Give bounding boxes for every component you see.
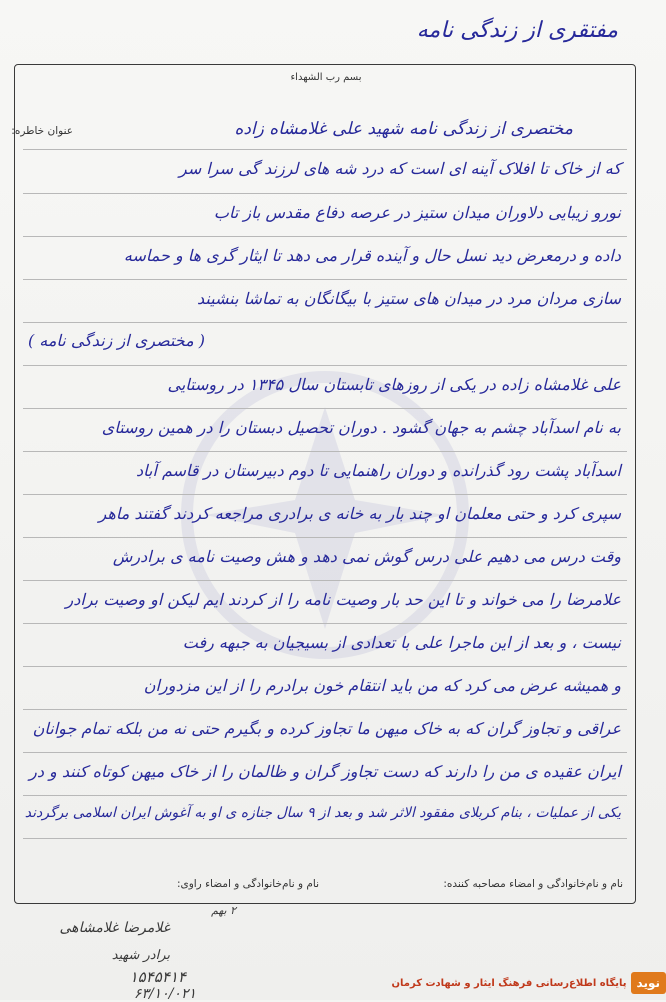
form-rule <box>23 752 627 753</box>
text-line: ( مختصری از زندگی نامه ) <box>27 331 205 350</box>
signature-date: ۶۳/۱۰/۰۲۱ <box>133 986 196 1002</box>
form-rule <box>23 408 627 409</box>
form-rule <box>23 666 627 667</box>
handwritten-title: مفتقری از زندگی نامه <box>416 18 618 43</box>
text-line: عراقی و تجاوز گران که به خاک میهن ما تجاوز کرده و بگیرم حتی نه من بلکه تمام جوانان <box>32 719 621 738</box>
form-rule <box>23 451 627 452</box>
narrator-signature-label: نام و نام‌خانوادگی و امضاء راوی: <box>176 878 319 890</box>
signature-number: ۲ بهم <box>211 904 236 917</box>
text-line: وقت درس می دهیم علی درس گوش نمی دهد و هش وصیت نامه ی برادرش <box>112 547 621 566</box>
site-logo <box>391 966 666 1000</box>
text-line: سپری کرد و حتی معلمان او چند بار به خانه ی برادری مراجعه کردند گفتند ماهر <box>98 504 621 523</box>
form-rule <box>23 236 627 237</box>
text-line: علامرضا را می خواند و تا این حد بار وصیت نامه را از کردند ایم لیکن او وصیت برادر <box>65 590 621 609</box>
text-line: به نام اسدآباد چشم به جهان گشود . دوران تحصیل دبستان را در همین روستای <box>101 418 621 437</box>
text-line: ایران عقیده ی من را دارند که دست تجاوز گران و ظالمان را از خاک میهن کوتاه کنند و در <box>29 762 621 781</box>
text-line: داده و درمعرض دید نسل حال و آینده قرار می دهد تا ایثار گری ها و حماسه <box>123 246 621 265</box>
form-rule <box>23 149 627 150</box>
form-frame <box>11 64 636 904</box>
form-rule <box>23 322 627 323</box>
form-rule <box>23 365 627 366</box>
text-line: و همیشه عرض می کرد که من باید انتقام خون برادرم را از این مزدوران <box>143 676 621 695</box>
text-line: نورو زیبایی دلاوران میدان ستیز در عرصه دفاع مقدس باز تاب <box>213 203 621 222</box>
text-line: که از خاک تا افلاک آینه ای است که درد شه های لرزند گی سرا سر <box>178 159 621 178</box>
text-line: اسدآباد پشت رود گذرانده و دوران راهنمایی تا دوم دبیرستان در قاسم آباد <box>136 461 621 480</box>
subject-value: مختصری از زندگی نامه شهید علی غلامشاه زاده <box>234 119 573 139</box>
signature-id: ۱۵۴۵۴۱۴ <box>129 968 186 986</box>
text-line: علی غلامشاه زاده در یکی از روزهای تابستان سال ۱۳۴۵ در روستایی <box>167 375 621 394</box>
signature-relation: برادر شهید <box>111 948 170 963</box>
form-rule <box>23 537 627 538</box>
interviewer-signature-label: نام و نام‌خانوادگی و امضاء مصاحبه کننده: <box>443 878 623 890</box>
signature-name: غلامرضا غلامشاهی <box>59 920 170 936</box>
subject-label: عنوان خاطره: <box>11 125 73 137</box>
text-line: نیست ، و بعد از این ماجرا علی با تعدادی از بسیجیان به جبهه رفت <box>182 633 621 652</box>
logo-badge: نوید <box>631 972 666 994</box>
bismillah-heading: بسم رب الشهداء <box>290 72 362 83</box>
form-rule <box>23 838 627 839</box>
form-rule <box>23 494 627 495</box>
form-rule <box>23 193 627 194</box>
logo-text: پایگاه اطلاع‌رسانی فرهنگ ایثار و شهادت کرمان <box>391 977 627 989</box>
form-rule <box>23 795 627 796</box>
text-line: یکی از عملیات ، بنام کربلای مفقود الاثر شد و بعد از ۹ سال جنازه ی او به آغوش ایران اسلامی برگردند <box>24 805 621 821</box>
text-line: سازی مردان مرد در میدان های ستیز با بیگانگان به تماشا بنشیند <box>196 289 621 308</box>
form-rule <box>23 709 627 710</box>
form-rule <box>23 279 627 280</box>
form-rule <box>23 623 627 624</box>
form-rule <box>23 580 627 581</box>
